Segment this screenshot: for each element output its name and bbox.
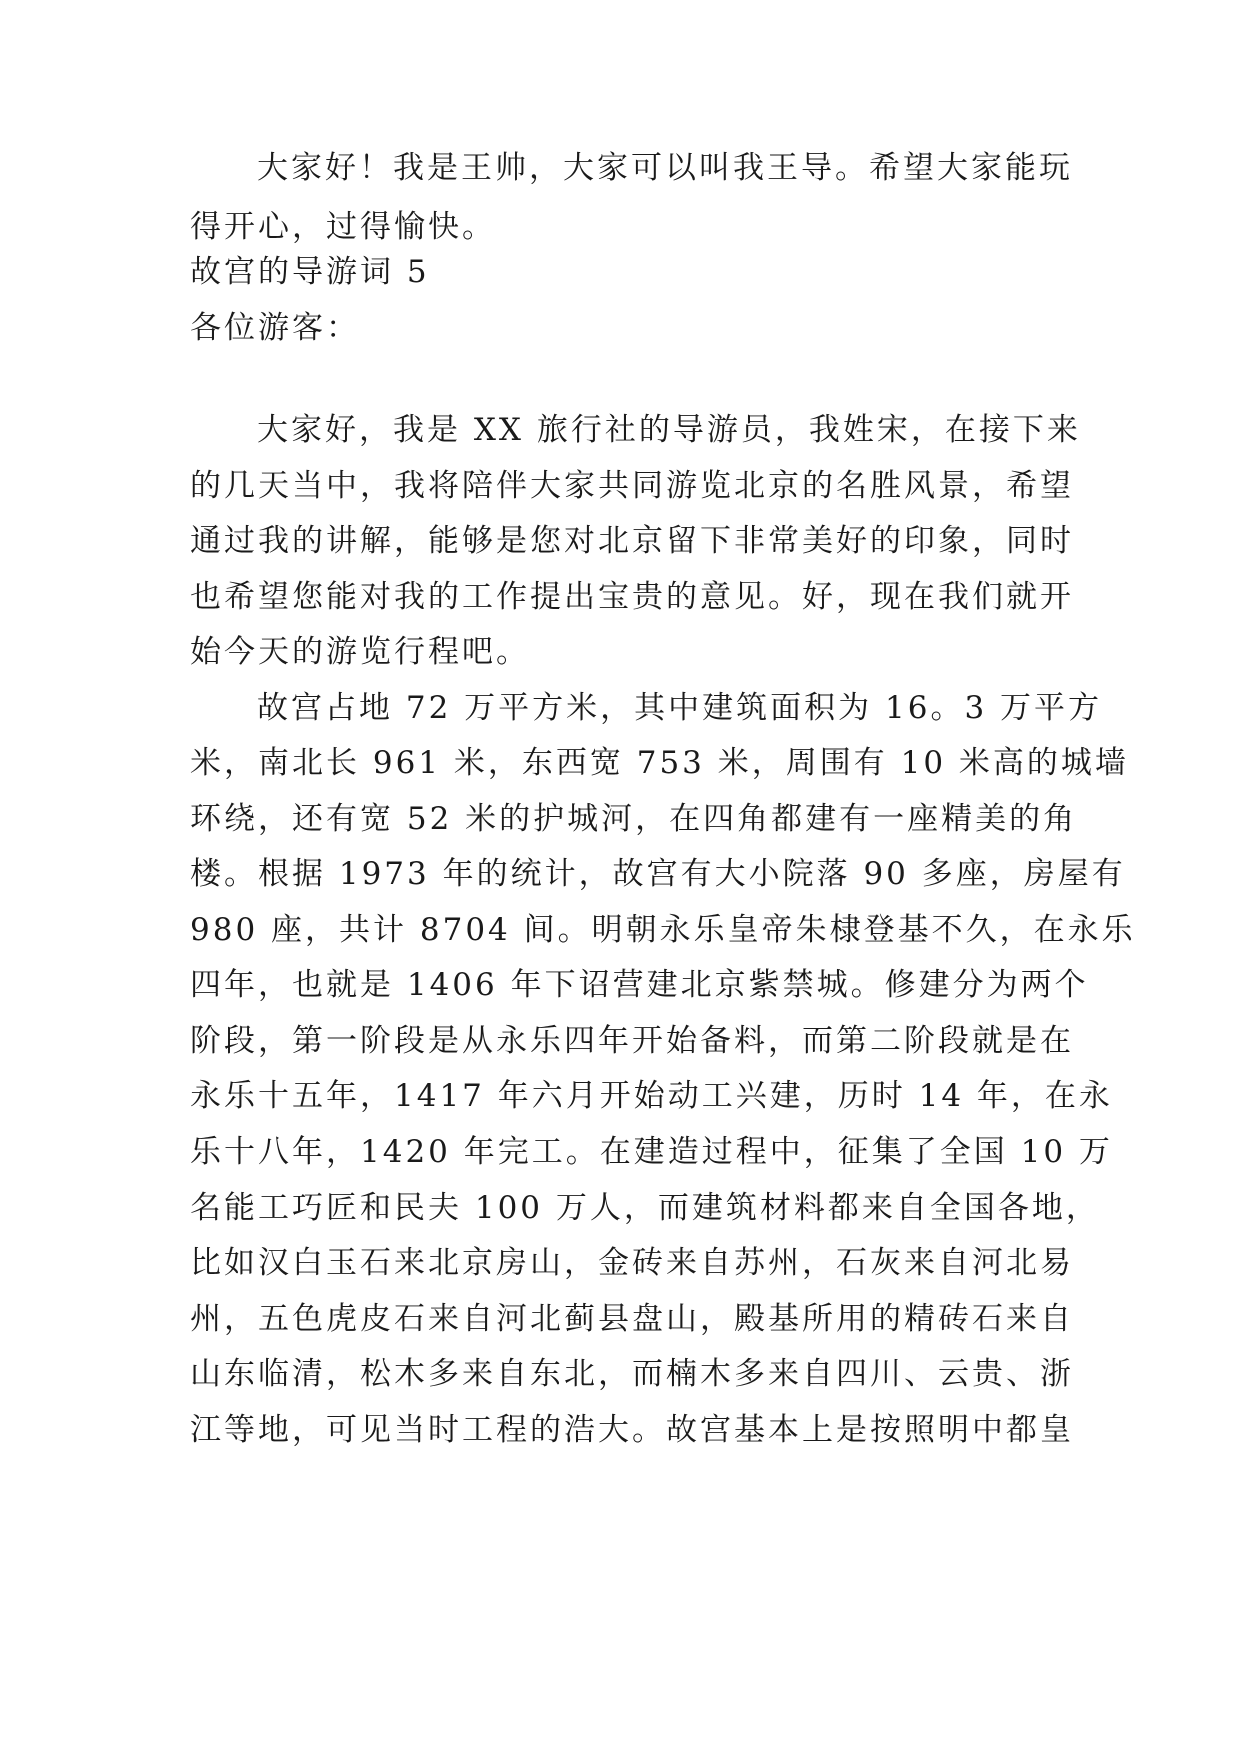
paragraph-line: 通过我的讲解，能够是您对北京留下非常美好的印象，同时	[190, 523, 1074, 559]
intro-line: 得开心，过得愉快。	[190, 209, 496, 245]
paragraph-line: 名能工巧匠和民夫 100 万人，而建筑材料都来自全国各地，	[190, 1190, 1100, 1226]
paragraph-line: 大家好，我是 XX 旅行社的导游员，我姓宋，在接下来	[257, 412, 1081, 448]
paragraph-line: 米，南北长 961 米，东西宽 753 米，周围有 10 米高的城墙	[190, 745, 1129, 781]
salutation: 各位游客：	[190, 310, 360, 346]
paragraph-line: 也希望您能对我的工作提出宝贵的意见。好，现在我们就开	[190, 579, 1074, 615]
paragraph-line: 山东临清，松木多来自东北，而楠木多来自四川、云贵、浙	[190, 1356, 1074, 1392]
paragraph-line: 四年，也就是 1406 年下诏营建北京紫禁城。修建分为两个	[190, 967, 1089, 1003]
paragraph-line: 乐十八年，1420 年完工。在建造过程中，征集了全国 10 万	[190, 1134, 1113, 1170]
paragraph-line: 永乐十五年，1417 年六月开始动工兴建，历时 14 年，在永	[190, 1078, 1113, 1114]
paragraph-line: 州，五色虎皮石来自河北蓟县盘山，殿基所用的精砖石来自	[190, 1301, 1074, 1337]
paragraph-line: 江等地，可见当时工程的浩大。故宫基本上是按照明中都皇	[190, 1412, 1074, 1448]
paragraph-line: 楼。根据 1973 年的统计，故宫有大小院落 90 多座，房屋有	[190, 856, 1126, 892]
paragraph-line: 始今天的游览行程吧。	[190, 634, 530, 670]
paragraph-line: 阶段，第一阶段是从永乐四年开始备料，而第二阶段就是在	[190, 1023, 1074, 1059]
paragraph-line: 环绕，还有宽 52 米的护城河，在四角都建有一座精美的角	[190, 801, 1078, 837]
section-title: 故宫的导游词 5	[190, 254, 430, 290]
paragraph-line: 980 座，共计 8704 间。明朝永乐皇帝朱棣登基不久，在永乐	[190, 912, 1136, 948]
paragraph-line: 的几天当中，我将陪伴大家共同游览北京的名胜风景，希望	[190, 468, 1074, 504]
intro-line: 大家好！我是王帅，大家可以叫我王导。希望大家能玩	[257, 150, 1073, 186]
paragraph-line: 故宫占地 72 万平方米，其中建筑面积为 16。3 万平方	[257, 690, 1103, 726]
paragraph-line: 比如汉白玉石来北京房山，金砖来自苏州，石灰来自河北易	[190, 1245, 1074, 1281]
